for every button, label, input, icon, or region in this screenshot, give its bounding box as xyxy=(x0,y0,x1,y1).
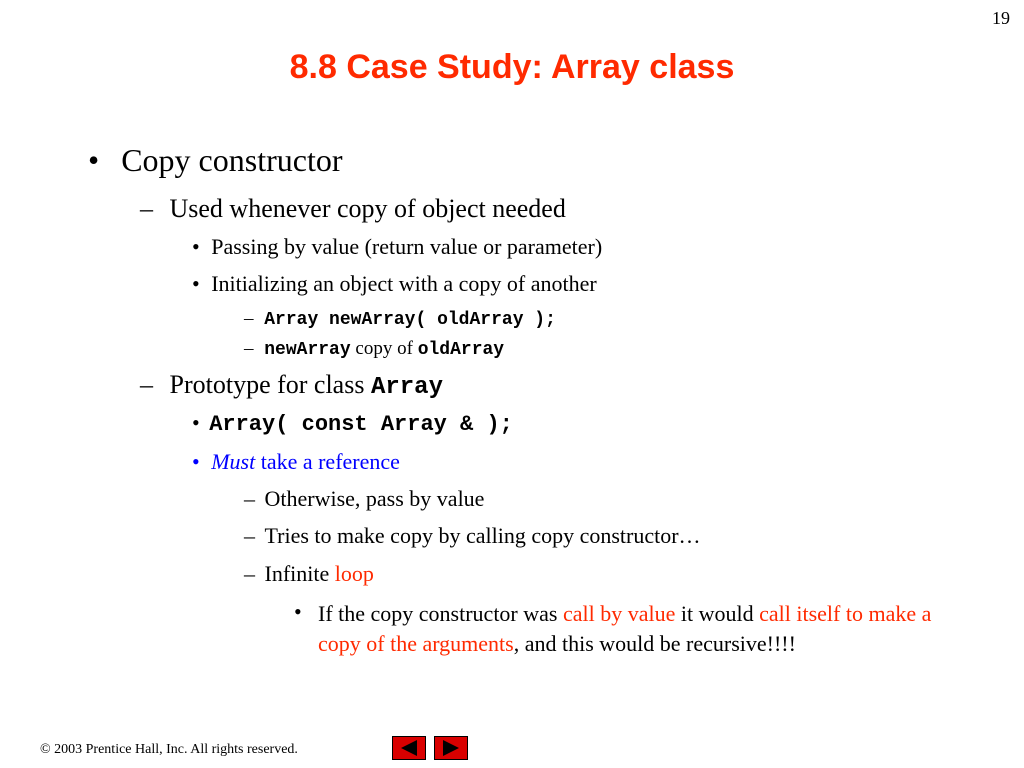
bullet-text: Infinite xyxy=(264,561,335,586)
dash-marker: – xyxy=(140,194,153,223)
bullet-marker: • xyxy=(192,449,200,474)
plain-text-copy-of: copy of xyxy=(350,338,418,359)
code-text-array: Array xyxy=(370,374,443,401)
sub-bullet-prototype xyxy=(140,370,443,401)
page-number: 19 xyxy=(992,8,1010,28)
bullet-marker: • xyxy=(88,142,100,178)
code-line-copy-of xyxy=(244,338,504,360)
text-segment: , and this would be recursive!!!! xyxy=(513,631,796,656)
bullet-marker: • xyxy=(192,410,200,435)
sub-bullet-must-take-reference xyxy=(192,449,400,475)
code-line-new-array xyxy=(244,308,556,330)
emphasis-must: Must xyxy=(211,449,256,474)
code-text-old-array: oldArray xyxy=(417,340,505,360)
bullet-text: Initializing an object with a copy of another xyxy=(211,271,597,296)
bullet-text: Otherwise, pass by value xyxy=(264,486,485,511)
sub-bullet-recursive xyxy=(318,599,948,659)
bullet-text: Copy constructor xyxy=(121,142,343,178)
text-segment: it would xyxy=(675,601,760,626)
text-segment: If the copy constructor was xyxy=(318,601,563,626)
next-arrow-icon[interactable] xyxy=(434,736,468,760)
code-text: Array newArray( oldArray ); xyxy=(264,310,556,330)
dash-marker: – xyxy=(244,486,255,511)
bullet-marker: • xyxy=(192,234,200,259)
dash-marker: – xyxy=(244,561,255,586)
slide-title: 8.8 Case Study: Array class xyxy=(289,48,735,86)
bullet-text: Passing by value (return value or parameter) xyxy=(211,234,603,259)
sub-bullet-used-whenever xyxy=(140,194,566,224)
emphasis-call-by-value: call by value xyxy=(562,601,676,626)
dash-marker: – xyxy=(244,523,255,548)
dash-marker: – xyxy=(244,338,254,359)
sub-bullet-infinite-loop xyxy=(244,561,374,587)
sub-bullet-otherwise xyxy=(244,486,484,512)
bullet-text: Tries to make copy by calling copy constructor… xyxy=(264,523,701,548)
prev-arrow-icon[interactable] xyxy=(392,736,426,760)
code-text-new-array: newArray xyxy=(264,340,351,360)
emphasis-loop: loop xyxy=(334,561,374,586)
bullet-text: Used whenever copy of object needed xyxy=(169,194,566,223)
sub-bullet-tries-to-copy xyxy=(244,523,701,549)
bullet-text: take a reference xyxy=(255,449,400,474)
code-text: Array( const Array & ); xyxy=(209,412,513,437)
bullet-text: Prototype for class xyxy=(169,370,371,399)
sub-bullet-initializing xyxy=(192,271,597,297)
sub-bullet-passing-by-value xyxy=(192,234,602,260)
dash-marker: – xyxy=(140,370,153,399)
bullet-copy-constructor xyxy=(88,142,343,179)
bullet-marker: • xyxy=(192,271,200,296)
sub-bullet-prototype-code xyxy=(192,410,513,437)
dash-marker: – xyxy=(244,308,254,329)
bullet-marker-recursive xyxy=(294,599,302,625)
footer-copyright: © 2003 Prentice Hall, Inc. All rights reserved. xyxy=(40,742,298,757)
bullet-marker: • xyxy=(294,599,302,624)
emphasis-call-itself: call itself to make a copy of the arguments xyxy=(318,601,932,656)
